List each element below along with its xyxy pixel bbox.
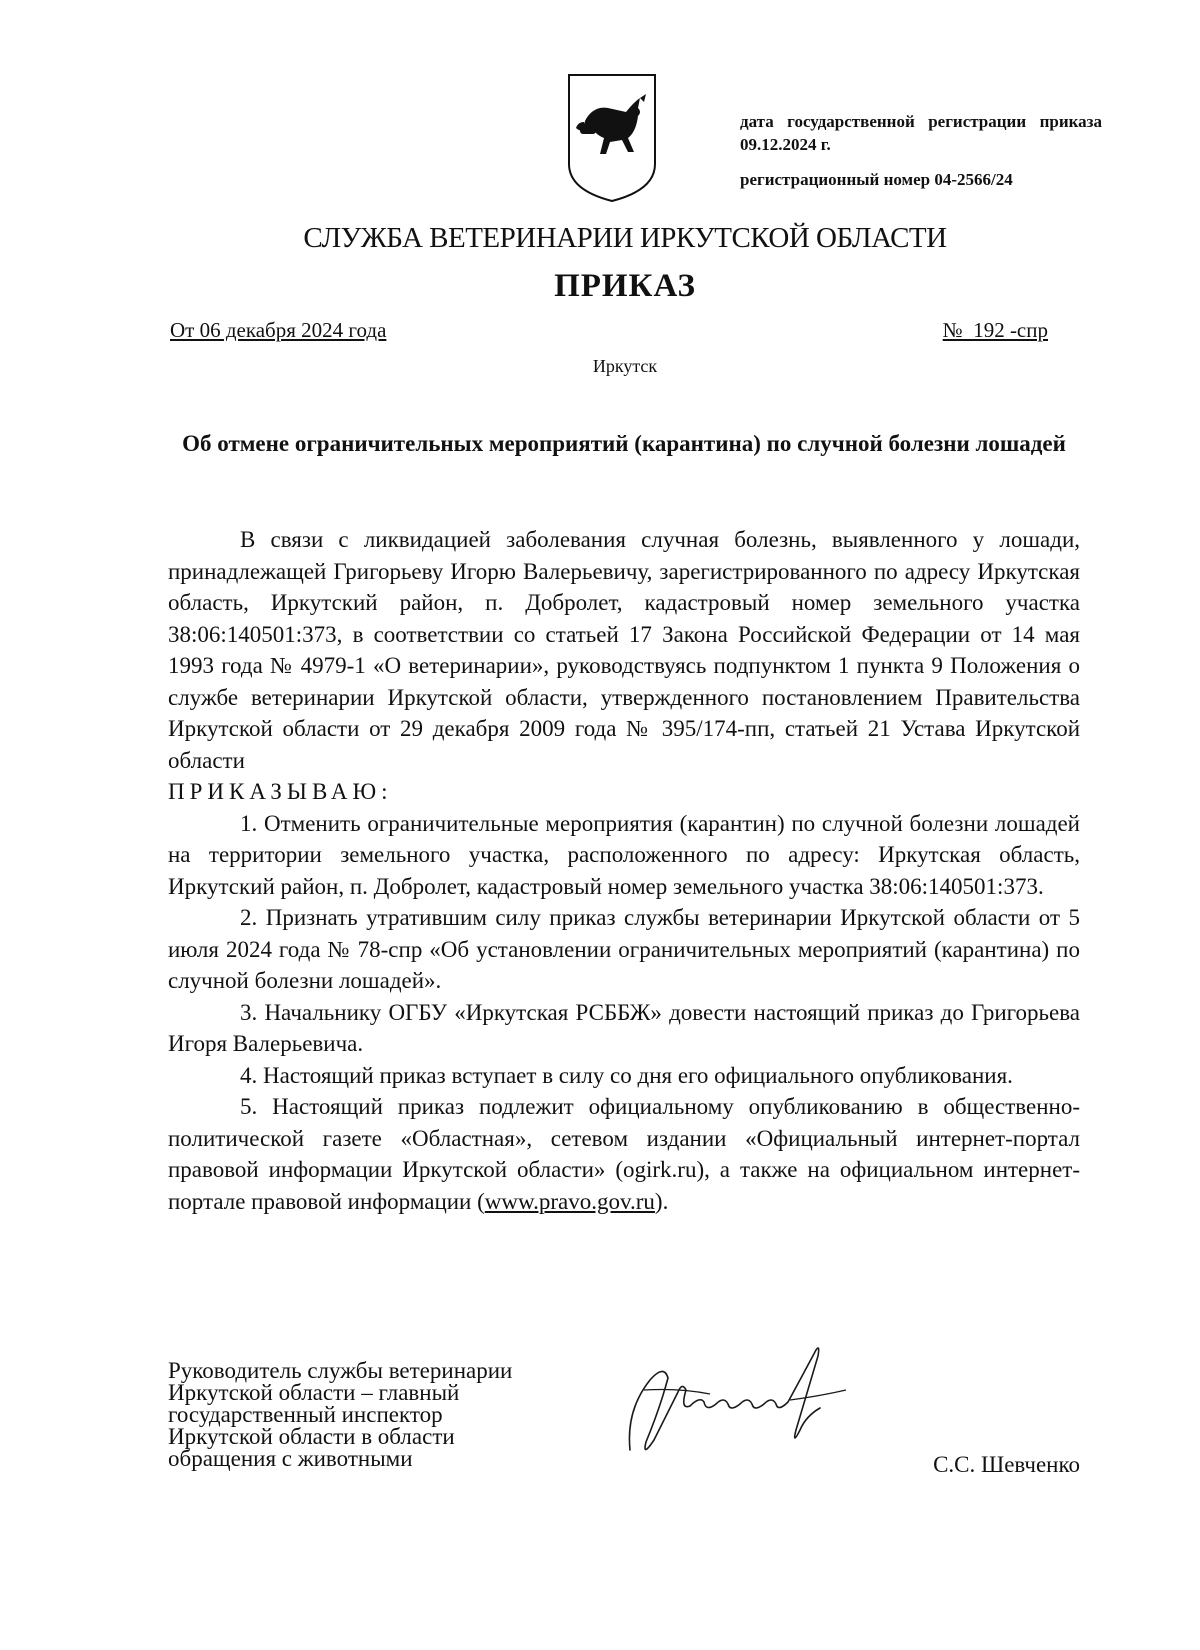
registration-number: регистрационный номер 04-2566/24 <box>740 170 1013 189</box>
order-date: От 06 декабря 2024 года <box>170 318 387 342</box>
signer-name: С.С. Шевченко <box>933 1452 1080 1477</box>
signer-position <box>168 1360 608 1470</box>
order-item: 1. Отменить ограничительные мероприятия (карантин) по случной болезни лошадей на территории земельного участка, расположенного по адресу: Иркутская область, Иркутский район, п. Добролет, кадастровый номер земельного участка 38:06:140501:373. <box>168 810 1080 899</box>
pravo-link[interactable]: www.pravo.gov.ru <box>484 1188 655 1214</box>
registration-date: дата государственной регистрации приказа 09.12.2024 г. <box>740 112 1102 154</box>
agency-name: СЛУЖБА ВЕТЕРИНАРИИ ИРКУТСКОЙ ОБЛАСТИ <box>303 222 947 254</box>
order-item: 4. Настоящий приказ вступает в силу со дня его официального опубликования. <box>240 1062 1013 1088</box>
order-item: 2. Признать утратившим силу приказ службы ветеринарии Иркутской области от 5 июля 2024 года № 78-спр «Об установлении ограничительных мероприятий (карантина) по случной болезни лошадей». <box>168 905 1080 993</box>
document-body <box>168 524 1080 1217</box>
handwritten-signature <box>620 1330 870 1480</box>
coat-of-arms-icon <box>566 72 658 204</box>
city: Иркутск <box>592 356 658 376</box>
order-item-5-end: ). <box>654 1188 669 1214</box>
signer-position-line: Руководитель службы ветеринарии <box>168 1358 513 1383</box>
signer-position-line: государственный инспектор <box>168 1402 443 1427</box>
order-item-5 <box>168 1091 1080 1217</box>
order-number: № 192 -спр <box>942 318 1048 342</box>
preamble: В связи с ликвидацией заболевания случная болезнь, выявленного у лошади, принадлежащей Григорьеву Игорю Валерьевичу, зарегистрированного по адресу Иркутская область, Иркутский район, п. Добролет, кадастровый номер земельного участка 38:06:140501:373, в соответствии со статьей 17 Закона Российской Федерации от 14 мая 1993 года № 4979-1 «О ветеринарии», руководствуясь подпунктом 1 пункта 9 Положения о службе ветеринарии Иркутской области, утвержденного постановлением Правительства Иркутской области от 29 декабря 2009 года № 395/174-пп, статьей 21 Устава Иркутской области <box>168 527 1080 773</box>
order-item-5-text: 5. Настоящий приказ подлежит официальному опубликованию в общественно-политической газете «Областная», сетевом издании «Официальный интернет-портал правовой информации Иркутской области» (ogirk.ru), а также на официальном интернет-портале правовой информации ( <box>168 1094 1080 1214</box>
document-type: ПРИКАЗ <box>554 268 696 304</box>
signer-position-line: Иркутской области в области <box>168 1424 455 1449</box>
order-word: ПРИКАЗЫВАЮ: <box>168 779 393 804</box>
document-title: Об отмене ограничительных мероприятий (карантина) по случной болезни лошадей <box>182 431 1066 456</box>
registration-info <box>740 110 1102 191</box>
signer-position-line: обращения с животными <box>168 1446 413 1471</box>
signer-position-line: Иркутской области – главный <box>168 1380 460 1405</box>
order-item: 3. Начальнику ОГБУ «Иркутская РСББЖ» довести настоящий приказ до Григорьева Игоря Валерьевича. <box>168 999 1080 1056</box>
